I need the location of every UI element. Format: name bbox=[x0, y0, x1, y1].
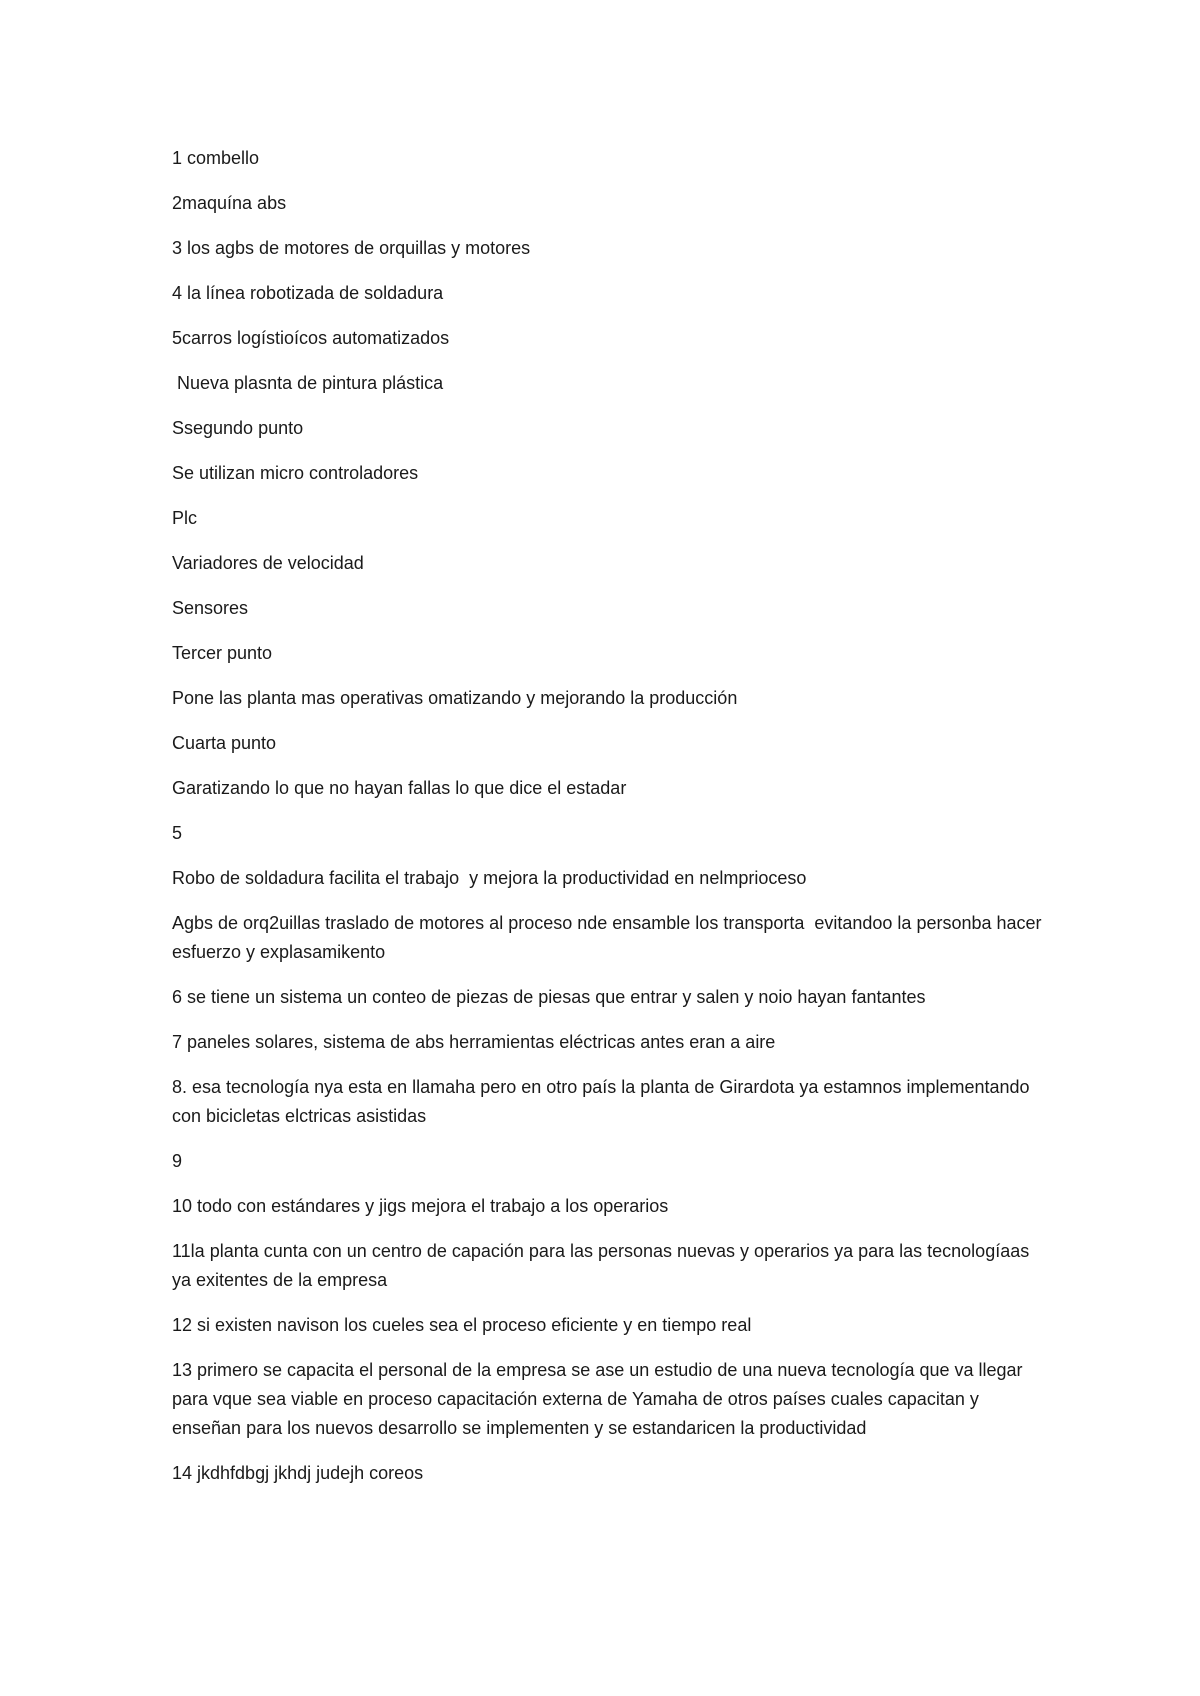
paragraph-24: 11la planta cunta con un centro de capación para las personas nuevas y operarios ya para las tecnologíaas ya exitentes de la empresa bbox=[172, 1241, 1035, 1290]
paragraph-19: 6 se tiene un sistema un conteo de piezas de piesas que entrar y salen y noio hayan fantantes bbox=[172, 987, 926, 1007]
paragraph-23: 10 todo con estándares y jigs mejora el trabajo a los operarios bbox=[172, 1196, 669, 1216]
paragraph-6: Nueva plasnta de pintura plástica bbox=[172, 373, 444, 393]
paragraph-4: 4 la línea robotizada de soldadura bbox=[172, 283, 444, 303]
paragraph-13: Pone las planta mas operativas omatizando y mejorando la producción bbox=[172, 688, 738, 708]
paragraph-10: Variadores de velocidad bbox=[172, 553, 364, 573]
paragraph-3: 3 los agbs de motores de orquillas y motores bbox=[172, 238, 531, 258]
paragraph-27: 14 jkdhfdbgj jkhdj judejh coreos bbox=[172, 1463, 424, 1483]
paragraph-11: Sensores bbox=[172, 598, 249, 618]
paragraph-7: Ssegundo punto bbox=[172, 418, 304, 438]
paragraph-8: Se utilizan micro controladores bbox=[172, 463, 419, 483]
paragraph-9: Plc bbox=[172, 508, 198, 528]
paragraph-1: 1 combello bbox=[172, 148, 260, 168]
paragraph-26: 13 primero se capacita el personal de la empresa se ase un estudio de una nueva tecnología que va llegar para vque sea viable en proceso capacitación externa de Yamaha de otros países cuales capacitan y enseñan para los nuevos desarrollo se implementen y se estandaricen la productividad bbox=[172, 1360, 1028, 1438]
paragraph-5: 5carros logístioícos automatizados bbox=[172, 328, 450, 348]
paragraph-16: 5 bbox=[172, 823, 183, 843]
paragraph-12: Tercer punto bbox=[172, 643, 273, 663]
paragraph-14: Cuarta punto bbox=[172, 733, 277, 753]
paragraph-22: 9 bbox=[172, 1151, 183, 1171]
paragraph-18: Agbs de orq2uillas traslado de motores al proceso nde ensamble los transporta evitandoo la personba hacer esfuerzo y explasamikento bbox=[172, 913, 1047, 962]
paragraph-20: 7 paneles solares, sistema de abs herramientas eléctricas antes eran a aire bbox=[172, 1032, 776, 1052]
paragraph-25: 12 si existen navison los cueles sea el proceso eficiente y en tiempo real bbox=[172, 1315, 752, 1335]
paragraph-17: Robo de soldadura facilita el trabajo y mejora la productividad en nelmprioceso bbox=[172, 868, 807, 888]
paragraph-21: 8. esa tecnología nya esta en llamaha pero en otro país la planta de Girardota ya estamnos implementando con bicicletas elctricas asistidas bbox=[172, 1077, 1035, 1126]
paragraph-2: 2maquína abs bbox=[172, 193, 287, 213]
paragraph-15: Garatizando lo que no hayan fallas lo que dice el estadar bbox=[172, 778, 627, 798]
document-body bbox=[172, 144, 1052, 1504]
